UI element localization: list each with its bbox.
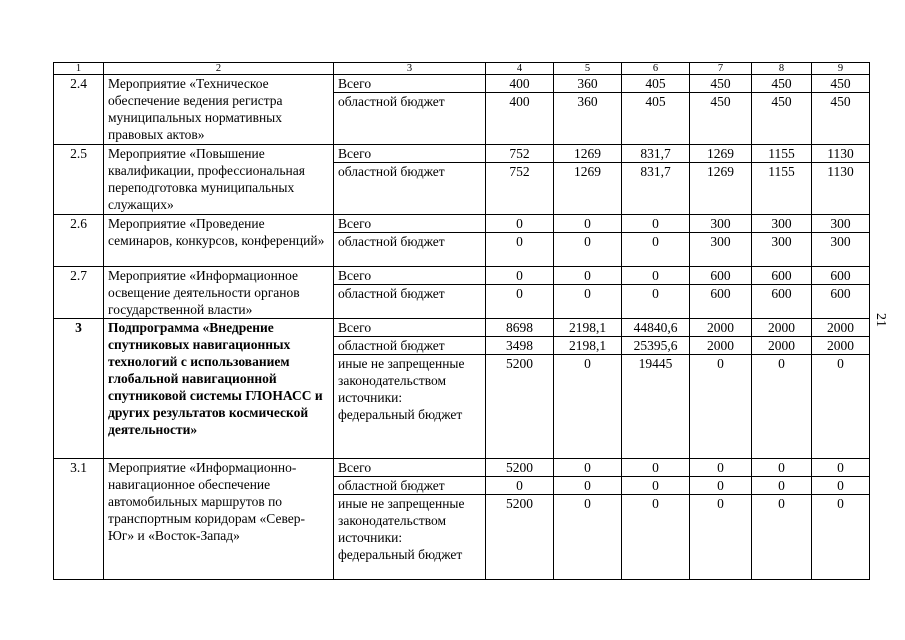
column-number-row xyxy=(54,63,870,75)
value-cell: 5200 xyxy=(486,495,554,580)
budget-table xyxy=(53,62,870,580)
measure-name: Мероприятие «Техническое обеспечение ведения регистра муниципальных нормативных правовых актов» xyxy=(104,75,334,145)
value-cell: 0 xyxy=(554,477,622,495)
value-cell: 600 xyxy=(812,267,870,285)
value-cell: 0 xyxy=(812,477,870,495)
value-cell: 0 xyxy=(690,495,752,580)
funding-source: Всего xyxy=(334,459,486,477)
value-cell: 0 xyxy=(752,355,812,459)
value-cell: 450 xyxy=(752,93,812,145)
table-row xyxy=(54,145,870,163)
value-cell: 44840,6 xyxy=(622,319,690,337)
value-cell: 400 xyxy=(486,93,554,145)
funding-source: иные не запрещенные законодательством источники: федеральный бюджет xyxy=(334,355,486,459)
value-cell: 831,7 xyxy=(622,145,690,163)
value-cell: 600 xyxy=(752,285,812,319)
value-cell: 0 xyxy=(622,215,690,233)
funding-source: Всего xyxy=(334,215,486,233)
value-cell: 752 xyxy=(486,145,554,163)
value-cell: 0 xyxy=(622,285,690,319)
value-cell: 0 xyxy=(554,233,622,267)
value-cell: 2000 xyxy=(690,319,752,337)
value-cell: 1269 xyxy=(554,163,622,215)
column-number: 6 xyxy=(622,63,690,75)
funding-source: областной бюджет xyxy=(334,285,486,319)
value-cell: 360 xyxy=(554,93,622,145)
value-cell: 450 xyxy=(812,93,870,145)
value-cell: 2000 xyxy=(812,337,870,355)
value-cell: 0 xyxy=(690,355,752,459)
value-cell: 300 xyxy=(752,215,812,233)
funding-source: Всего xyxy=(334,145,486,163)
value-cell: 0 xyxy=(622,495,690,580)
table-row xyxy=(54,75,870,93)
row-number: 2.4 xyxy=(54,75,104,145)
value-cell: 600 xyxy=(690,267,752,285)
value-cell: 405 xyxy=(622,75,690,93)
value-cell: 450 xyxy=(690,93,752,145)
value-cell: 1130 xyxy=(812,145,870,163)
value-cell: 0 xyxy=(554,495,622,580)
funding-source: иные не запрещенные законодательством источники: федеральный бюджет xyxy=(334,495,486,580)
value-cell: 0 xyxy=(554,459,622,477)
value-cell: 0 xyxy=(554,215,622,233)
value-cell: 19445 xyxy=(622,355,690,459)
value-cell: 2000 xyxy=(812,319,870,337)
row-number: 3 xyxy=(54,319,104,459)
value-cell: 300 xyxy=(752,233,812,267)
value-cell: 0 xyxy=(486,233,554,267)
measure-name: Мероприятие «Информационное освещение деятельности органов государственной власти» xyxy=(104,267,334,319)
subprogram-name: Подпрограмма «Внедрение спутниковых навигационных технологий с использованием глобальной навигационной спутниковой системы ГЛОНАСС и других результатов космической деятельности» xyxy=(104,319,334,459)
value-cell: 2198,1 xyxy=(554,337,622,355)
value-cell: 0 xyxy=(554,355,622,459)
value-cell: 300 xyxy=(812,233,870,267)
value-cell: 0 xyxy=(812,459,870,477)
value-cell: 300 xyxy=(812,215,870,233)
table-row xyxy=(54,215,870,233)
value-cell: 600 xyxy=(690,285,752,319)
column-number: 2 xyxy=(104,63,334,75)
value-cell: 0 xyxy=(622,459,690,477)
row-number: 2.7 xyxy=(54,267,104,319)
value-cell: 2000 xyxy=(752,337,812,355)
funding-source: Всего xyxy=(334,319,486,337)
column-number: 3 xyxy=(334,63,486,75)
measure-name: Мероприятие «Проведение семинаров, конкурсов, конференций» xyxy=(104,215,334,267)
column-number: 5 xyxy=(554,63,622,75)
funding-source: областной бюджет xyxy=(334,337,486,355)
value-cell: 0 xyxy=(752,477,812,495)
value-cell: 2000 xyxy=(690,337,752,355)
funding-source: областной бюджет xyxy=(334,93,486,145)
value-cell: 2198,1 xyxy=(554,319,622,337)
value-cell: 1155 xyxy=(752,145,812,163)
column-number: 1 xyxy=(54,63,104,75)
value-cell: 1155 xyxy=(752,163,812,215)
value-cell: 450 xyxy=(812,75,870,93)
value-cell: 0 xyxy=(486,477,554,495)
value-cell: 0 xyxy=(486,215,554,233)
row-number: 3.1 xyxy=(54,459,104,580)
value-cell: 300 xyxy=(690,233,752,267)
funding-source: Всего xyxy=(334,75,486,93)
funding-source: областной бюджет xyxy=(334,233,486,267)
value-cell: 0 xyxy=(622,477,690,495)
value-cell: 831,7 xyxy=(622,163,690,215)
value-cell: 1130 xyxy=(812,163,870,215)
value-cell: 5200 xyxy=(486,355,554,459)
value-cell: 0 xyxy=(690,477,752,495)
value-cell: 300 xyxy=(690,215,752,233)
value-cell: 0 xyxy=(622,233,690,267)
measure-name: Мероприятие «Информационно-навигационное обеспечение автомобильных маршрутов по транспортным коридорам «Север-Юг» и «Восток-Запад» xyxy=(104,459,334,580)
value-cell: 1269 xyxy=(690,163,752,215)
value-cell: 450 xyxy=(690,75,752,93)
column-number: 9 xyxy=(812,63,870,75)
row-number: 2.6 xyxy=(54,215,104,267)
value-cell: 1269 xyxy=(690,145,752,163)
value-cell: 0 xyxy=(486,267,554,285)
value-cell: 3498 xyxy=(486,337,554,355)
value-cell: 0 xyxy=(752,459,812,477)
funding-source: областной бюджет xyxy=(334,163,486,215)
column-number: 8 xyxy=(752,63,812,75)
value-cell: 1269 xyxy=(554,145,622,163)
table-row xyxy=(54,319,870,337)
value-cell: 0 xyxy=(812,495,870,580)
page-number: 21 xyxy=(873,313,888,327)
value-cell: 0 xyxy=(554,267,622,285)
table-row xyxy=(54,267,870,285)
value-cell: 405 xyxy=(622,93,690,145)
funding-source: Всего xyxy=(334,267,486,285)
value-cell: 752 xyxy=(486,163,554,215)
row-number: 2.5 xyxy=(54,145,104,215)
value-cell: 400 xyxy=(486,75,554,93)
column-number: 7 xyxy=(690,63,752,75)
value-cell: 0 xyxy=(812,355,870,459)
value-cell: 450 xyxy=(752,75,812,93)
value-cell: 0 xyxy=(690,459,752,477)
value-cell: 0 xyxy=(486,285,554,319)
value-cell: 0 xyxy=(622,267,690,285)
value-cell: 0 xyxy=(752,495,812,580)
value-cell: 5200 xyxy=(486,459,554,477)
funding-source: областной бюджет xyxy=(334,477,486,495)
measure-name: Мероприятие «Повышение квалификации, профессиональная переподготовка муниципальных служащих» xyxy=(104,145,334,215)
value-cell: 8698 xyxy=(486,319,554,337)
value-cell: 600 xyxy=(752,267,812,285)
value-cell: 0 xyxy=(554,285,622,319)
value-cell: 25395,6 xyxy=(622,337,690,355)
value-cell: 600 xyxy=(812,285,870,319)
table-row xyxy=(54,459,870,477)
value-cell: 360 xyxy=(554,75,622,93)
value-cell: 2000 xyxy=(752,319,812,337)
column-number: 4 xyxy=(486,63,554,75)
